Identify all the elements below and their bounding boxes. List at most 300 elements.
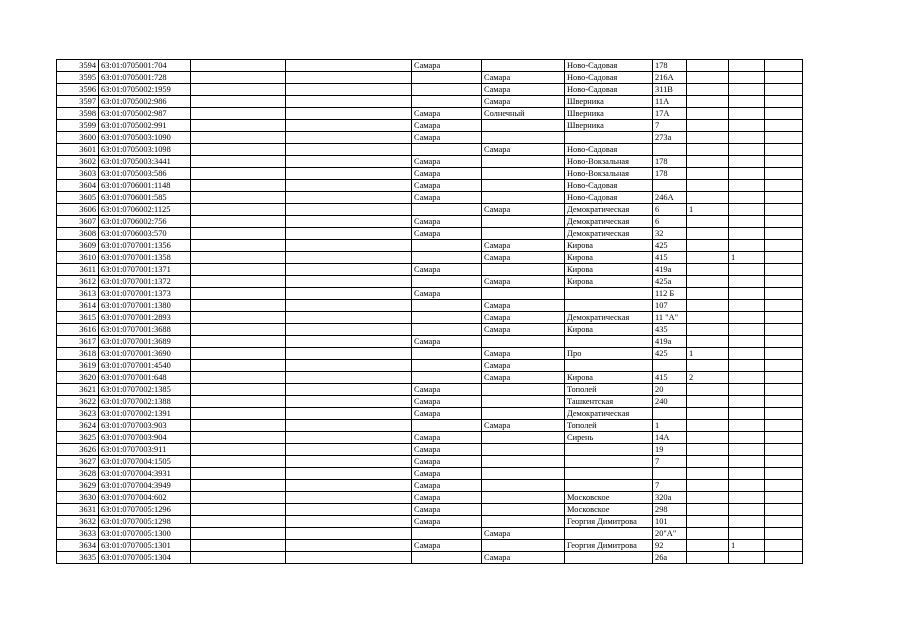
table-cell: Про (565, 348, 653, 360)
table-cell (765, 204, 803, 216)
table-cell: 2 (687, 372, 729, 384)
table-row (57, 420, 803, 432)
table-cell: Самара (412, 60, 482, 72)
table-cell: 63:01:0707001:1372 (99, 276, 191, 288)
table-cell: 3598 (57, 108, 99, 120)
table-cell: 63:01:0707001:1380 (99, 300, 191, 312)
table-cell (286, 168, 412, 180)
table-cell: 1 (729, 252, 765, 264)
table-cell: 63:01:0706002:1125 (99, 204, 191, 216)
table-cell (765, 60, 803, 72)
table-cell: 216А (653, 72, 687, 84)
table-cell: 63:01:0707005:1301 (99, 540, 191, 552)
table-cell (286, 456, 412, 468)
table-cell: Кирова (565, 276, 653, 288)
table-cell (412, 84, 482, 96)
table-cell: 63:01:0707004:3931 (99, 468, 191, 480)
table-cell (191, 420, 286, 432)
table-cell (286, 84, 412, 96)
table-cell (412, 348, 482, 360)
table-row (57, 108, 803, 120)
table-cell: 63:01:0705001:704 (99, 60, 191, 72)
table-cell: 3595 (57, 72, 99, 84)
table-cell: Самара (412, 432, 482, 444)
table-cell (729, 120, 765, 132)
table-cell (286, 300, 412, 312)
table-cell (765, 384, 803, 396)
table-cell (565, 132, 653, 144)
table-cell (286, 348, 412, 360)
table-cell (729, 180, 765, 192)
table-cell (729, 360, 765, 372)
table-cell: Самара (412, 516, 482, 528)
table-cell (482, 180, 565, 192)
table-cell (765, 312, 803, 324)
table-cell: 425а (653, 276, 687, 288)
table-cell: Самара (412, 132, 482, 144)
table-cell (687, 444, 729, 456)
table-cell (286, 240, 412, 252)
table-cell (729, 72, 765, 84)
table-cell: Самара (412, 396, 482, 408)
table-cell: Самара (412, 540, 482, 552)
table-cell: 92 (653, 540, 687, 552)
table-cell: Самара (412, 456, 482, 468)
table-cell (482, 168, 565, 180)
table-cell (687, 84, 729, 96)
table-cell: 63:01:0705003:3441 (99, 156, 191, 168)
table-row (57, 72, 803, 84)
table-cell: Самара (482, 552, 565, 564)
table-cell: Самара (482, 276, 565, 288)
table-cell (286, 492, 412, 504)
table-row (57, 348, 803, 360)
table-cell (565, 456, 653, 468)
table-cell (687, 480, 729, 492)
table-cell: Самара (412, 468, 482, 480)
table-cell (687, 120, 729, 132)
table-cell (729, 132, 765, 144)
table-cell: 3625 (57, 432, 99, 444)
table-cell: 425 (653, 240, 687, 252)
table-row (57, 144, 803, 156)
table-cell (729, 60, 765, 72)
table-cell: Ново-Садовая (565, 60, 653, 72)
table-cell (482, 540, 565, 552)
table-cell: Кирова (565, 372, 653, 384)
table-cell (765, 528, 803, 540)
table-cell (687, 336, 729, 348)
table-cell: 178 (653, 168, 687, 180)
table-cell (191, 132, 286, 144)
table-cell (482, 504, 565, 516)
table-cell: Самара (412, 444, 482, 456)
table-cell (412, 312, 482, 324)
table-cell: Солнечный (482, 108, 565, 120)
table-cell: 3626 (57, 444, 99, 456)
table-cell (765, 96, 803, 108)
table-cell: Самара (482, 312, 565, 324)
table-cell: 7 (653, 456, 687, 468)
table-cell: 3607 (57, 216, 99, 228)
table-cell (687, 72, 729, 84)
table-cell: 6 (653, 216, 687, 228)
table-cell (286, 72, 412, 84)
table-cell (687, 528, 729, 540)
table-cell: Самара (412, 120, 482, 132)
table-cell: 63:01:0707002:1388 (99, 396, 191, 408)
table-cell: Самара (412, 504, 482, 516)
table-cell (482, 264, 565, 276)
table-cell (765, 348, 803, 360)
table-cell (687, 300, 729, 312)
table-cell (729, 456, 765, 468)
table-cell (687, 396, 729, 408)
table-cell: 3613 (57, 288, 99, 300)
table-cell: Самара (482, 420, 565, 432)
table-cell (191, 216, 286, 228)
table-cell (191, 348, 286, 360)
table-cell (729, 384, 765, 396)
table-cell (565, 528, 653, 540)
table-cell (286, 504, 412, 516)
table-cell: Ново-Садовая (565, 72, 653, 84)
table-cell (765, 264, 803, 276)
table-cell: 3620 (57, 372, 99, 384)
table-cell: 3619 (57, 360, 99, 372)
table-cell (765, 192, 803, 204)
table-cell: 178 (653, 60, 687, 72)
table-cell: 63:01:0707001:1371 (99, 264, 191, 276)
table-cell (191, 72, 286, 84)
table-cell: 63:01:0707001:4540 (99, 360, 191, 372)
table-row (57, 228, 803, 240)
table-cell (687, 264, 729, 276)
table-cell: 1 (729, 540, 765, 552)
table-cell: 63:01:0707001:3688 (99, 324, 191, 336)
table-row (57, 432, 803, 444)
table-cell: Самара (412, 108, 482, 120)
table-cell (191, 324, 286, 336)
table-cell (286, 480, 412, 492)
table-cell: 240 (653, 396, 687, 408)
table-cell: Ново-Садовая (565, 180, 653, 192)
table-cell (765, 408, 803, 420)
table-cell: 3614 (57, 300, 99, 312)
table-cell (482, 60, 565, 72)
table-cell: Самара (412, 408, 482, 420)
table-cell: 63:01:0707001:1373 (99, 288, 191, 300)
table-body (57, 60, 803, 564)
table-cell (687, 468, 729, 480)
table-cell: 63:01:0707005:1298 (99, 516, 191, 528)
table-cell (482, 432, 565, 444)
table-cell (286, 132, 412, 144)
table-cell: Самара (482, 72, 565, 84)
table-cell (191, 408, 286, 420)
table-cell (765, 276, 803, 288)
table-cell (482, 468, 565, 480)
table-cell: 3617 (57, 336, 99, 348)
table-cell: Тополей (565, 420, 653, 432)
table-cell: Георгия Димитрова (565, 516, 653, 528)
table-cell (765, 168, 803, 180)
table-cell: 63:01:0707005:1296 (99, 504, 191, 516)
table-cell (765, 432, 803, 444)
table-cell (286, 420, 412, 432)
table-cell (286, 432, 412, 444)
table-cell (729, 528, 765, 540)
table-cell: 63:01:0707001:2893 (99, 312, 191, 324)
table-cell (191, 336, 286, 348)
table-cell (729, 84, 765, 96)
table-cell: 63:01:0707002:1385 (99, 384, 191, 396)
table-cell (191, 276, 286, 288)
table-cell (286, 528, 412, 540)
table-cell (765, 300, 803, 312)
table-cell (729, 264, 765, 276)
table-cell: 63:01:0707003:911 (99, 444, 191, 456)
table-cell (765, 468, 803, 480)
table-cell (565, 468, 653, 480)
table-cell (565, 480, 653, 492)
table-cell (687, 168, 729, 180)
table-cell (765, 288, 803, 300)
table-row (57, 264, 803, 276)
table-cell: Сирень (565, 432, 653, 444)
table-cell (687, 384, 729, 396)
table-cell (286, 96, 412, 108)
table-row (57, 552, 803, 564)
table-cell (482, 228, 565, 240)
table-cell (653, 360, 687, 372)
table-cell (765, 540, 803, 552)
table-cell: 63:01:0707001:648 (99, 372, 191, 384)
table-cell (765, 84, 803, 96)
table-cell (653, 408, 687, 420)
table-cell: 63:01:0705003:1090 (99, 132, 191, 144)
table-cell (687, 360, 729, 372)
table-row (57, 60, 803, 72)
table-cell (286, 444, 412, 456)
table-cell (191, 456, 286, 468)
table-cell: Георгия Димитрова (565, 540, 653, 552)
table-cell: Демократическая (565, 228, 653, 240)
table-cell (729, 168, 765, 180)
table-cell: 20"А" (653, 528, 687, 540)
table-cell (765, 492, 803, 504)
table-cell: 7 (653, 480, 687, 492)
table-cell: 63:01:0706001:1148 (99, 180, 191, 192)
table-cell: 101 (653, 516, 687, 528)
table-cell (687, 96, 729, 108)
table-cell: Ново-Садовая (565, 144, 653, 156)
table-cell: 435 (653, 324, 687, 336)
table-cell: 298 (653, 504, 687, 516)
table-cell (687, 288, 729, 300)
table-cell: 107 (653, 300, 687, 312)
table-row (57, 480, 803, 492)
table-cell: Демократическая (565, 408, 653, 420)
table-cell (653, 180, 687, 192)
table-cell (286, 192, 412, 204)
table-cell (687, 252, 729, 264)
table-cell (482, 456, 565, 468)
table-cell: 63:01:0706002:756 (99, 216, 191, 228)
table-cell (729, 96, 765, 108)
table-cell (191, 60, 286, 72)
table-cell (191, 180, 286, 192)
table-row (57, 132, 803, 144)
table-cell: 320а (653, 492, 687, 504)
table-cell: 3633 (57, 528, 99, 540)
table-cell (687, 132, 729, 144)
table-cell (729, 396, 765, 408)
table-cell (729, 432, 765, 444)
table-cell (765, 132, 803, 144)
table-row (57, 204, 803, 216)
table-cell (286, 372, 412, 384)
table-cell (765, 552, 803, 564)
table-cell (482, 444, 565, 456)
table-cell: 63:01:0707001:3690 (99, 348, 191, 360)
table-cell: 3602 (57, 156, 99, 168)
table-cell (286, 276, 412, 288)
table-cell (412, 240, 482, 252)
table-cell (191, 288, 286, 300)
table-cell (765, 504, 803, 516)
table-row (57, 84, 803, 96)
table-cell: Самара (482, 348, 565, 360)
table-cell: 63:01:0705002:986 (99, 96, 191, 108)
table-cell (412, 360, 482, 372)
table-cell (191, 444, 286, 456)
table-cell (286, 288, 412, 300)
table-cell: Самара (412, 288, 482, 300)
table-row (57, 240, 803, 252)
table-row (57, 156, 803, 168)
table-cell (687, 228, 729, 240)
table-cell: 3630 (57, 492, 99, 504)
table-cell (687, 516, 729, 528)
table-cell: Самара (482, 324, 565, 336)
table-cell: 3610 (57, 252, 99, 264)
table-cell (687, 240, 729, 252)
table-cell (482, 492, 565, 504)
table-cell (191, 516, 286, 528)
table-cell (412, 372, 482, 384)
table-cell (286, 468, 412, 480)
table-cell (191, 384, 286, 396)
table-cell (729, 372, 765, 384)
table-cell (191, 252, 286, 264)
table-cell: 246А (653, 192, 687, 204)
table-cell (765, 324, 803, 336)
table-cell (565, 360, 653, 372)
table-cell: 3594 (57, 60, 99, 72)
table-cell (765, 336, 803, 348)
table-cell (765, 180, 803, 192)
table-cell (729, 444, 765, 456)
table-cell: Шверника (565, 96, 653, 108)
table-cell: 3621 (57, 384, 99, 396)
table-cell: Шверника (565, 120, 653, 132)
table-cell: Самара (412, 228, 482, 240)
table-cell: 63:01:0705002:991 (99, 120, 191, 132)
table-row (57, 528, 803, 540)
table-cell: 1 (687, 348, 729, 360)
table-cell: 425 (653, 348, 687, 360)
table-cell: 63:01:0707001:1356 (99, 240, 191, 252)
table-cell: Ново-Садовая (565, 84, 653, 96)
table-cell: 3627 (57, 456, 99, 468)
table-cell: Самара (482, 360, 565, 372)
table-cell: Кирова (565, 240, 653, 252)
table-cell (687, 408, 729, 420)
table-cell (286, 156, 412, 168)
table-cell (191, 144, 286, 156)
table-cell: Самара (412, 180, 482, 192)
table-cell (565, 552, 653, 564)
table-cell: Самара (482, 528, 565, 540)
table-cell (286, 264, 412, 276)
table-row (57, 300, 803, 312)
table-cell (765, 516, 803, 528)
table-cell (412, 528, 482, 540)
table-cell: 1 (687, 204, 729, 216)
table-cell (482, 480, 565, 492)
table-cell (729, 336, 765, 348)
table-cell: Ташкентская (565, 396, 653, 408)
table-cell (286, 108, 412, 120)
table-cell (687, 180, 729, 192)
table-cell: 63:01:0706001:585 (99, 192, 191, 204)
table-cell: 63:01:0707003:903 (99, 420, 191, 432)
table-cell (687, 144, 729, 156)
table-cell (687, 216, 729, 228)
table-cell (191, 168, 286, 180)
table-cell (687, 312, 729, 324)
table-cell: 63:01:0705002:987 (99, 108, 191, 120)
table-cell (191, 468, 286, 480)
table-cell: Самара (482, 84, 565, 96)
table-cell (412, 420, 482, 432)
table-cell (191, 240, 286, 252)
table-row (57, 360, 803, 372)
table-cell (286, 360, 412, 372)
table-cell: Самара (482, 144, 565, 156)
table-cell: 1 (653, 420, 687, 432)
table-cell (412, 144, 482, 156)
table-cell: Самара (482, 372, 565, 384)
table-cell (765, 156, 803, 168)
table-cell (729, 324, 765, 336)
table-cell (286, 252, 412, 264)
table-cell: Демократическая (565, 204, 653, 216)
table-cell (765, 216, 803, 228)
table-cell: 3618 (57, 348, 99, 360)
table-cell (191, 312, 286, 324)
table-row (57, 504, 803, 516)
table-cell (729, 420, 765, 432)
table-cell (286, 120, 412, 132)
table-cell (191, 492, 286, 504)
table-cell: Демократическая (565, 312, 653, 324)
table-cell (765, 120, 803, 132)
table-cell (191, 528, 286, 540)
table-cell: 3634 (57, 540, 99, 552)
table-cell: 19 (653, 444, 687, 456)
